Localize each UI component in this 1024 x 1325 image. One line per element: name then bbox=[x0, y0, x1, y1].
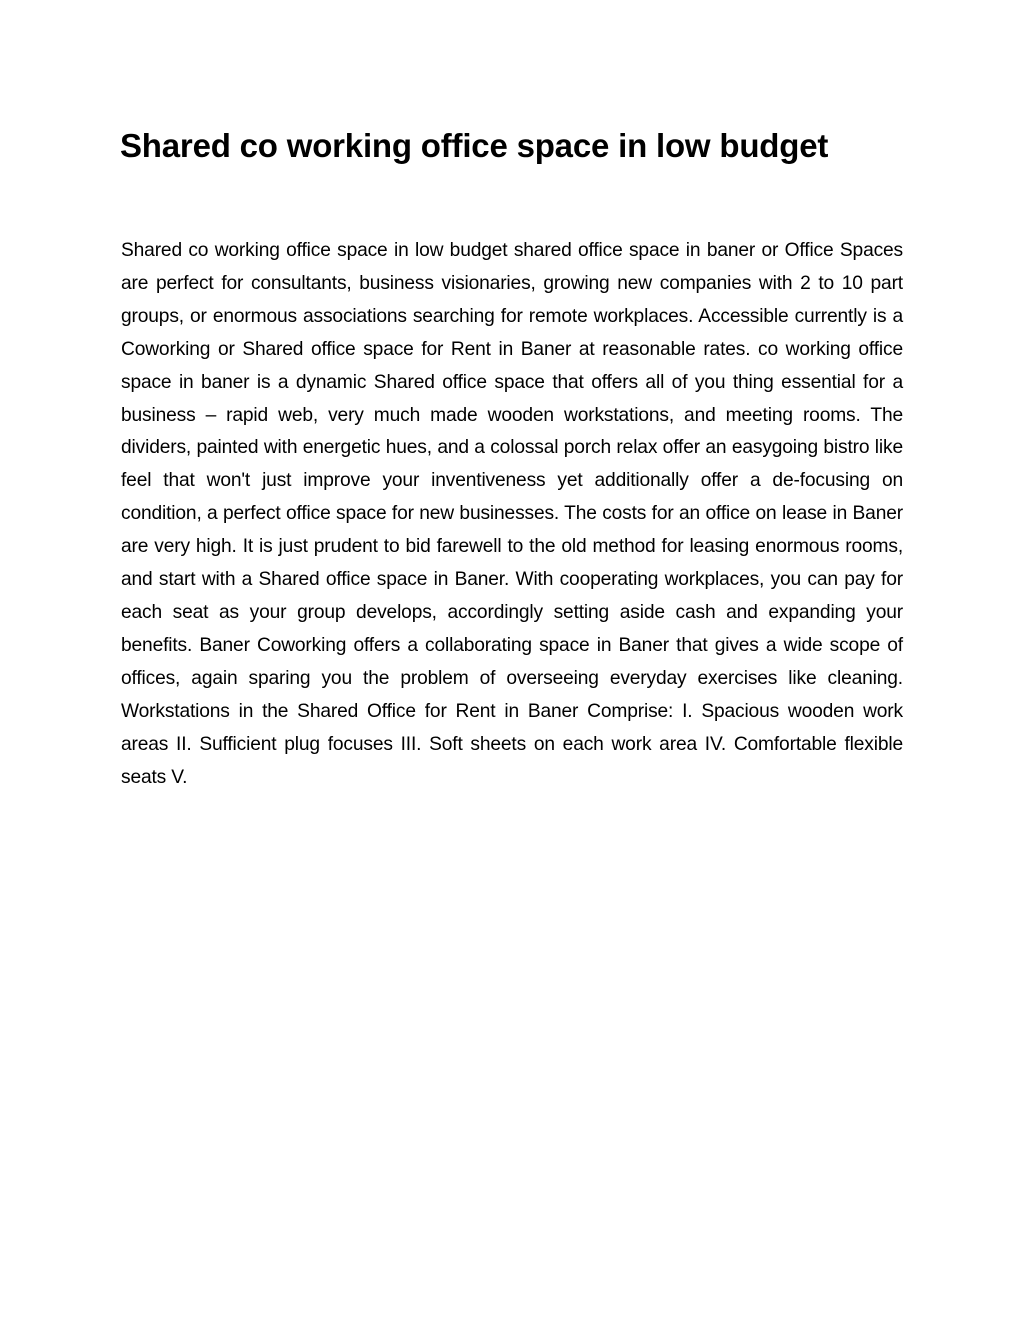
document-body-paragraph: Shared co working office space in low budget shared office space in baner or Office Spaces are perfect for consultants, business visionaries, growing new companies with 2 to 10 part groups, or enormous associations searching for remote workplaces. Accessible currently is a Coworking or Shared office space for Rent in Baner at reasonable rates. co working office space in baner is a dynamic Shared office space that offers all of you thing essential for a business – rapid web, very much made wooden workstations, and meeting rooms. The dividers, painted with energetic hues, and a colossal porch relax offer an easygoing bistro like feel that won't just improve your inventiveness yet additionally offer a de-focusing on condition, a perfect office space for new businesses. The costs for an office on lease in Baner are very high. It is just prudent to bid farewell to the old method for leasing enormous rooms, and start with a Shared office space in Baner. With cooperating workplaces, you can pay for each seat as your group develops, accordingly setting aside cash and expanding your benefits. Baner Coworking offers a collaborating space in Baner that gives a wide scope of offices, again sparing you the problem of overseeing everyday exercises like cleaning. Workstations in the Shared Office for Rent in Baner Comprise: I. Spacious wooden work areas II. Sufficient plug focuses III. Soft sheets on each work area IV. Comfortable flexible seats V. bbox=[121, 240, 903, 788]
document-title: Shared co working office space in low budget bbox=[120, 127, 829, 164]
